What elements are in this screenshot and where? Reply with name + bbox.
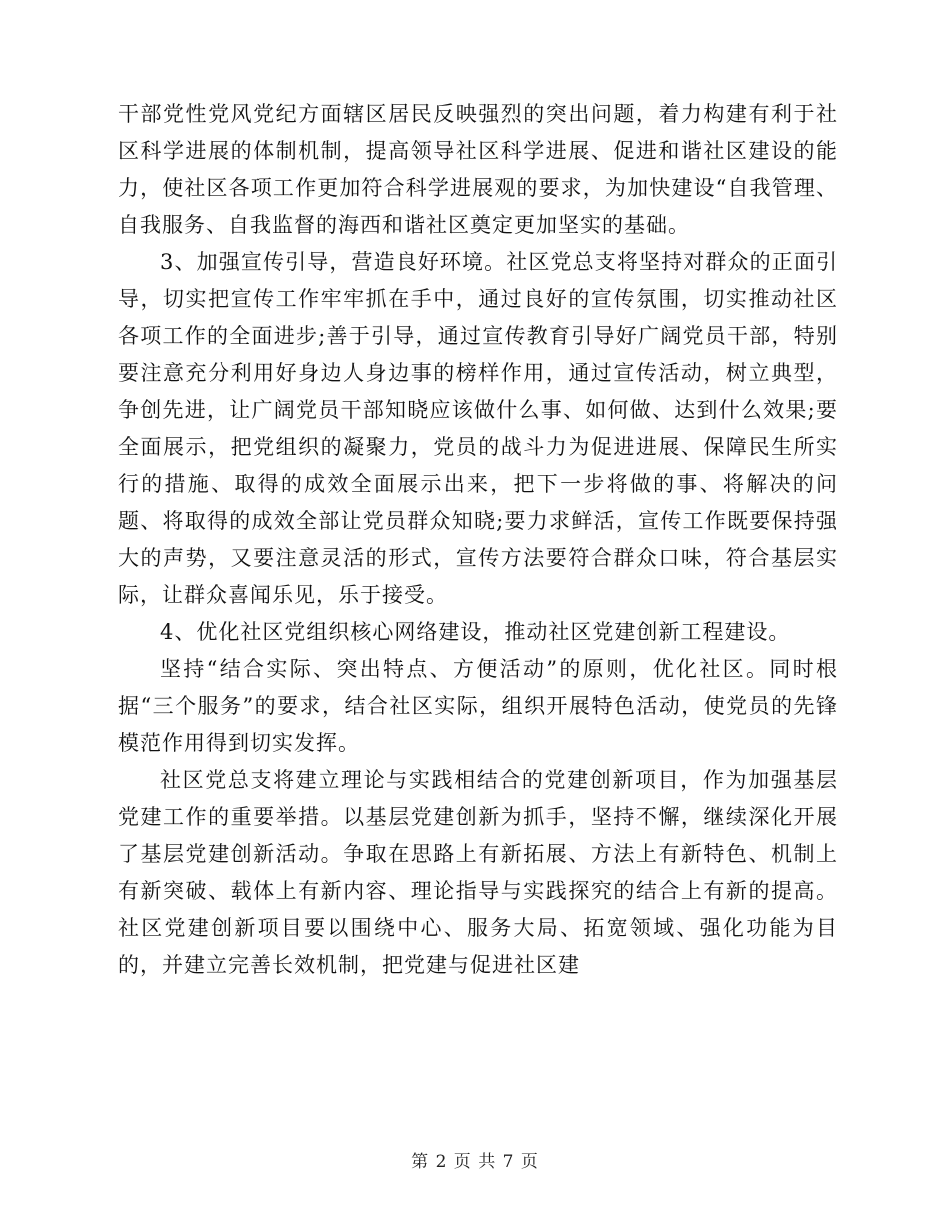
paragraph-publicity-guidance: 3、加强宣传引导，营造良好环境。社区党总支将坚持对群众的正面引导，切实把宣传工作牢牢抓在手中，通过良好的宣传氛围，切实推动社区各项工作的全面进步;善于引导，通过宣传教育引导好广阔党员干部，特别要注意充分利用好身边人身边事的榜样作用，通过宣传活动，树立典型，争创先进，让广阔党员干部知晓应该做什么事、如何做、达到什么效果;要全面展示，把党组织的凝聚力，党员的战斗力为促进进展、保障民生所实行的措施、取得的成效全面展示出来，把下一步将做的事、将解决的问题、将取得的成效全部让党员群众知晓;要力求鲜活，宣传工作既要保持强大的声势，又要注意灵活的形式，宣传方法要符合群众口味，符合基层实际，让群众喜闻乐见，乐于接受。 [118,250,838,607]
paragraph-continuation: 干部党性党风党纪方面辖区居民反映强烈的突出问题，着力构建有利于社区科学进展的体制机制，提高领导社区科学进展、促进和谐社区建设的能力，使社区各项工作更加符合科学进展观的要求，为加快建设“自我管理、自我服务、自我监督的海西和谐社区奠定更加坚实的基础。 [118,102,838,237]
document-body [118,96,838,984]
paragraph-network-heading: 4、优化社区党组织核心网络建设，推动社区党建创新工程建设。 [160,620,791,644]
page-number: 第 2 页 共 7 页 [411,1152,539,1172]
paragraph-principles: 坚持“结合实际、突出特点、方便活动”的原则，优化社区。同时根据“三个服务”的要求，结合社区实际，组织开展特色活动，使党员的先锋模范作用得到切实发挥。 [118,657,838,755]
paragraph-innovation-project: 社区党总支将建立理论与实践相结合的党建创新项目，作为加强基层党建工作的重要举措。以基层党建创新为抓手，坚持不懈，继续深化开展了基层党建创新活动。争取在思路上有新拓展、方法上有新特色、机制上有新突破、载体上有新内容、理论指导与实践探究的结合上有新的提高。社区党建创新项目要以围绕中心、服务大局、拓宽领域、强化功能为目的，并建立完善长效机制，把党建与促进社区建 [118,768,838,977]
